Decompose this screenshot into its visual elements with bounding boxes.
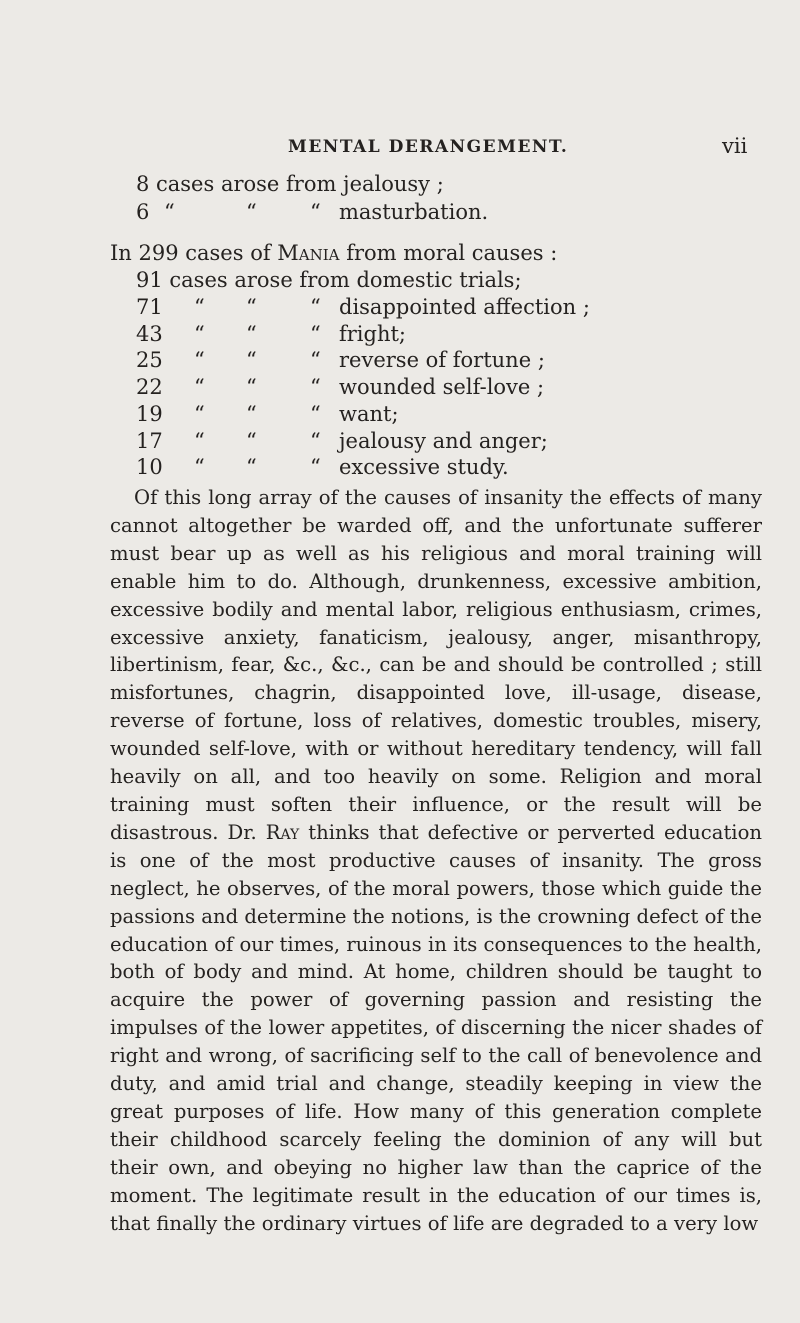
- ditto-mark: “: [246, 348, 257, 373]
- ditto-mark: “: [194, 375, 205, 400]
- stat-count: 22: [136, 375, 163, 400]
- ditto-mark: “: [310, 455, 321, 480]
- ditto-mark: “: [310, 295, 321, 319]
- mania-intro-line: [110, 240, 557, 266]
- ditto-mark: “: [310, 401, 321, 426]
- stat-count: 6: [136, 200, 150, 224]
- ditto-mark: “: [194, 295, 205, 319]
- ditto-mark: “: [246, 455, 257, 480]
- paragraph-part-1: Of this long array of the causes of insanity the effects of many cannot altogether be warded off, and the unfortunate sufferer must bear up as well as his religious and moral training will enable him to do. Although, drunkenness, excessive ambition, excessive bodily and mental labor, religious enthusiasm, crimes, excessive anxiety, fanaticism, jealousy, anger, misanthropy, libertinism, fear, &c., &c., can be and should be controlled ; still misfortunes, chagrin, disappointed love, ill-usage, disease, reverse of fortune, loss of relatives, domestic troubles, misery, wounded self-love, with or without hereditary tendency, will fall heavily on all, and too heavily on some. Religion and moral training must soften their influence, or the result will be disastrous. Dr.: [110, 486, 762, 844]
- stat-cause: reverse of fortune ;: [339, 348, 545, 373]
- stat-text: 91 cases arose from domestic trials;: [136, 268, 522, 292]
- ditto-mark: “: [246, 321, 257, 346]
- body-paragraph: [110, 484, 762, 1237]
- ditto-mark: “: [246, 375, 257, 400]
- ditto-mark: “: [310, 321, 321, 346]
- stat-count: 43: [136, 321, 163, 346]
- stat-cause: masturbation.: [339, 200, 489, 224]
- stat-cause: excessive study.: [339, 455, 509, 480]
- ditto-mark: “: [310, 348, 321, 373]
- intro-mania: Mania: [277, 241, 340, 265]
- stat-count: 71: [136, 295, 163, 319]
- intro-prefix: In 299 cases of: [110, 241, 271, 265]
- ditto-mark: “: [164, 200, 175, 224]
- stat-cause: wounded self-love ;: [339, 375, 545, 400]
- ditto-mark: “: [194, 455, 205, 480]
- ditto-mark: “: [310, 200, 321, 224]
- intro-suffix: from moral causes :: [346, 241, 558, 265]
- ditto-mark: “: [194, 321, 205, 346]
- running-head: MENTAL DERANGEMENT.: [288, 137, 569, 157]
- ditto-mark: “: [310, 428, 321, 453]
- page-number: vii: [722, 134, 748, 158]
- stat-cause: fright;: [339, 321, 407, 346]
- ditto-mark: “: [246, 200, 257, 224]
- stat-cause: disappointed affection ;: [339, 295, 590, 319]
- ditto-mark: “: [194, 348, 205, 373]
- stat-count: 25: [136, 348, 163, 373]
- author-name-ray: Ray: [265, 820, 300, 844]
- ditto-mark: “: [246, 401, 257, 426]
- stat-line-domestic-trials: [136, 267, 522, 293]
- paragraph-part-2: thinks that defective or perverted education is one of the most productive causes of insanity. The gross neglect, he observes, of the moral powers, those which guide the passions and determine the notions, is the crowning defect of the education of our times, ruinous in its consequences to the health, both of body and mind. At home, children should be taught to acquire the power of governing passion and resisting the impulses of the lower appetites, of discerning the nicer shades of right and wrong, of sacrificing self to the call of benevolence and duty, and amid trial and change, steadily keeping in view the great purposes of life. How many of this generation complete their childhood scarcely feeling the dominion of any will but their own, and obeying no higher law than the caprice of the moment. The legitimate result in the education of our times is, that finally the ordinary virtues of life are degraded to a very low: [110, 820, 762, 1235]
- stat-cause: want;: [339, 401, 399, 426]
- stat-count: 19: [136, 401, 163, 426]
- ditto-mark: “: [310, 375, 321, 400]
- stat-count: 10: [136, 455, 163, 480]
- stat-count: 17: [136, 428, 163, 453]
- ditto-mark: “: [246, 428, 257, 453]
- stat-count: 8: [136, 172, 150, 196]
- stat-cause: jealousy and anger;: [339, 428, 548, 453]
- stat-text: cases arose from jealousy ;: [156, 172, 444, 196]
- ditto-mark: “: [194, 401, 205, 426]
- ditto-mark: “: [246, 295, 257, 319]
- ditto-mark: “: [194, 428, 205, 453]
